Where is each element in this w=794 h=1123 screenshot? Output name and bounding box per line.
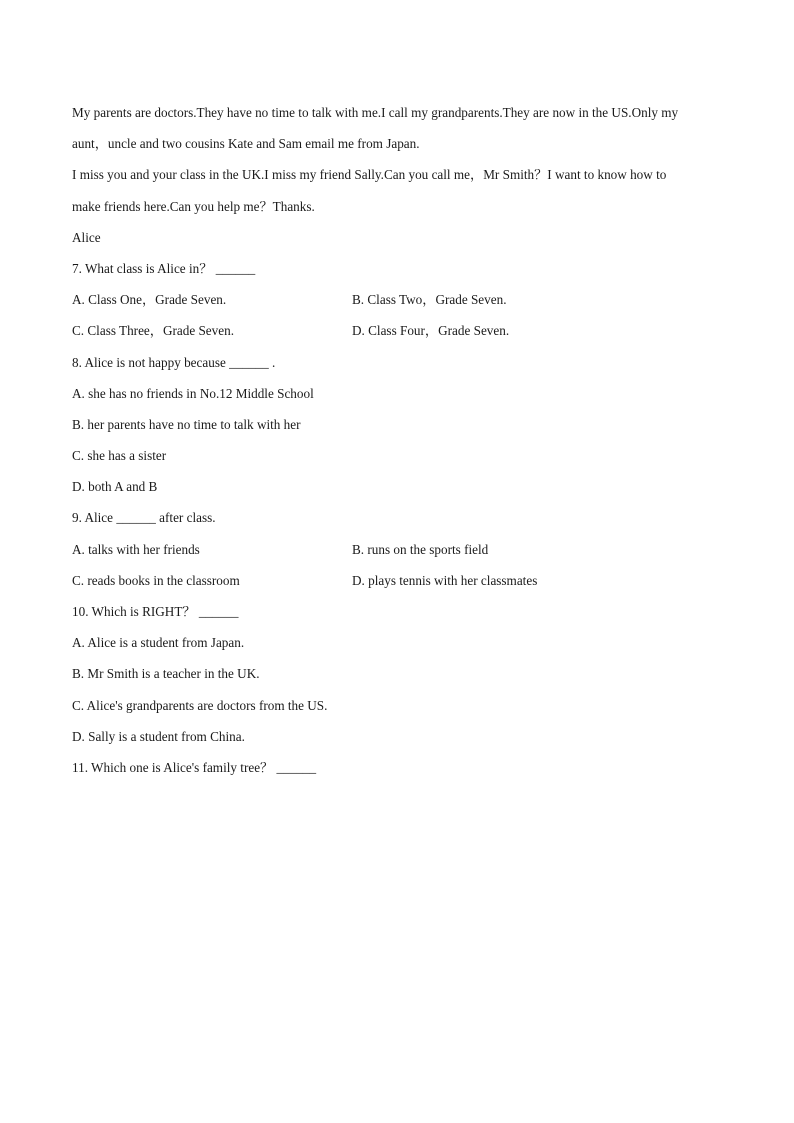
option-d: D. plays tennis with her classmates <box>352 572 538 588</box>
option-row <box>72 538 732 569</box>
option-b: B. Class Two，Grade Seven. <box>352 292 507 308</box>
option-a: A. talks with her friends <box>72 541 200 557</box>
question-stem: 7. What class is Alice in？ ______ <box>72 260 256 276</box>
passage-line: make friends here.Can you help me？Thanks. <box>72 198 315 214</box>
question-stem: 11. Which one is Alice's family tree？ ______ <box>72 759 317 775</box>
option-c: C. Alice's grandparents are doctors from the US. <box>72 697 328 713</box>
option-c: C. Class Three，Grade Seven. <box>72 323 234 339</box>
letter-signature: Alice <box>72 229 101 245</box>
option-row <box>72 569 732 600</box>
passage-line: I miss you and your class in the UK.I miss my friend Sally.Can you call me，Mr Smith？I want to know how to <box>72 167 667 183</box>
question-stem: 8. Alice is not happy because ______ . <box>72 354 276 370</box>
option-b: B. Mr Smith is a teacher in the UK. <box>72 666 260 682</box>
document-page <box>72 101 732 787</box>
option-c: C. reads books in the classroom <box>72 572 240 588</box>
option-a: A. Alice is a student from Japan. <box>72 635 245 651</box>
option-row <box>72 288 732 319</box>
option-b: B. her parents have no time to talk with her <box>72 416 301 432</box>
option-row <box>72 319 732 350</box>
passage-line: aunt，uncle and two cousins Kate and Sam email me from Japan. <box>72 136 420 152</box>
option-b: B. runs on the sports field <box>352 541 489 557</box>
option-a: A. she has no friends in No.12 Middle School <box>72 385 314 401</box>
option-d: D. Sally is a student from China. <box>72 728 245 744</box>
option-d: D. Class Four，Grade Seven. <box>352 323 510 339</box>
question-stem: 10. Which is RIGHT？ ______ <box>72 604 239 619</box>
option-d: D. both A and B <box>72 479 158 495</box>
option-c: C. she has a sister <box>72 448 167 464</box>
option-a: A. Class One，Grade Seven. <box>72 292 227 308</box>
question-stem: 9. Alice ______ after class. <box>72 510 216 526</box>
passage-line: My parents are doctors.They have no time to talk with me.I call my grandparents.They are now in the US.Only my <box>72 105 679 120</box>
